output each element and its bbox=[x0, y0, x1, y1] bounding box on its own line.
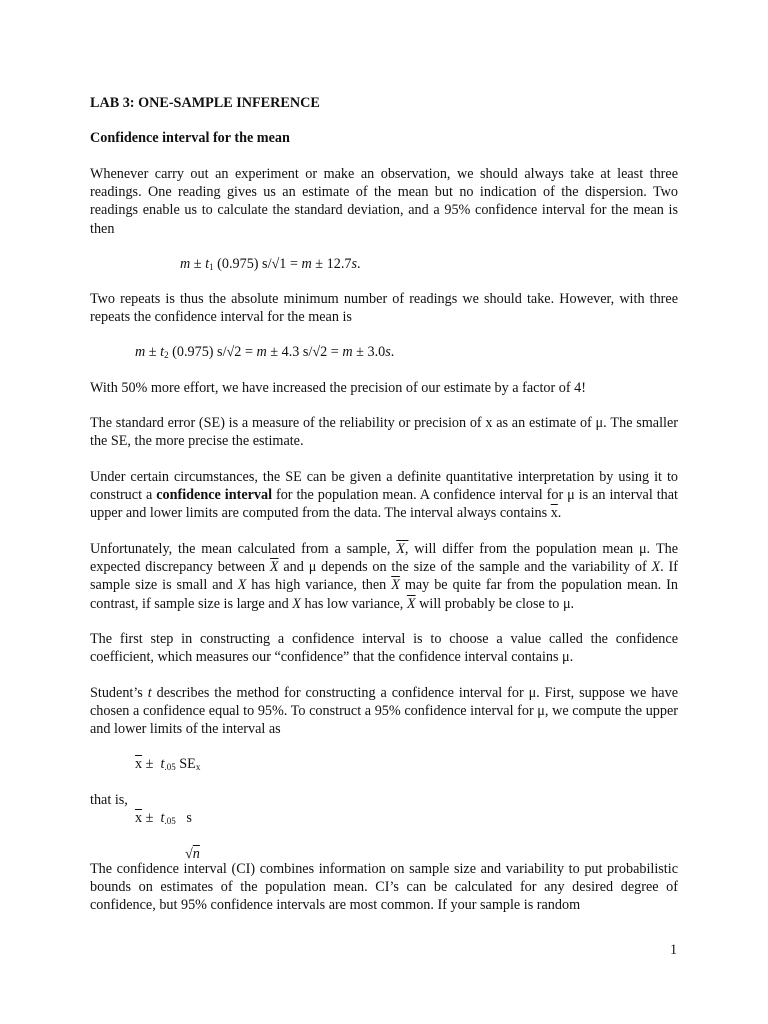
sqrt-symbol: √ bbox=[185, 846, 193, 862]
paragraph-intro: Whenever carry out an experiment or make an observation, we should always take at least three readings. One reading gives us an estimate of the mean but no indication of the dispersion. Two readings enable us to calculate the standard deviation, and a 95% confidence interval for the mean is then bbox=[90, 166, 678, 237]
page-number: 1 bbox=[670, 942, 678, 958]
section-heading: Confidence interval for the mean bbox=[90, 130, 290, 146]
equation-two-readings: $m \pm t_1$ (0.975) s/√1 = m ± 12.7s. bbox=[180, 256, 361, 272]
that-is-label: that is, bbox=[90, 792, 128, 808]
paragraph-standard-error: The standard error (SE) is a measure of the reliability or precision of x as an estimate of μ. The smaller the SE, the more precise the estimate. bbox=[90, 415, 678, 450]
paragraph-confidence-interval: Under certain circumstances, the SE can be given a definite quantitative interpretation by using it to construct a confidence interval for the population mean. A confidence interval for μ is an interval that upper and lower limits are computed from the data. The interval always contains $\overline{x}$. bbox=[90, 469, 678, 522]
paragraph-students-t: Student’s t describes the method for constructing a confidence interval for μ. First, suppose we have chosen a confidence equal to 95%. To construct a 95% confidence interval for μ, we compute the upper and lower limits of the interval as bbox=[90, 685, 678, 738]
sqrt-n-denominator: √n bbox=[185, 846, 200, 862]
paragraph-ci-summary: The confidence interval (CI) combines information on sample size and variability to put probabilistic bounds on estimates of the population mean. CI’s can be calculated for any desired degree of confidence, but 95% confidence intervals are most common. If your sample is random bbox=[90, 861, 678, 914]
paragraph-two-repeats: Two repeats is thus the absolute minimum number of readings we should take. However, with three repeats the confidence interval for the mean is bbox=[90, 291, 678, 326]
equation-three-repeats: $m \pm t_2$ (0.975) s/√2 = m ± 4.3 s/√2 = m ± 3.0s. bbox=[135, 344, 395, 360]
document-page bbox=[90, 0, 678, 1024]
equation-limits-s: $\overline{x} \pm t_{.05}$ s bbox=[135, 810, 192, 826]
paragraph-sample-mean: Unfortunately, the mean calculated from a sample, X, will differ from the population mean μ. The expected discrepancy between $\overline{X}$ and μ depends on the size of the sample and the variability of X. If sample size is small and X has high variance, then $\overline{X}$ may be quite far from the population mean. In contrast, if sample size is large and X has low variance, $\overline{X}$ will probably be close to μ. bbox=[90, 541, 678, 612]
equation-limits-se: $\overline{x} \pm t_{.05}$ $SE_x$ bbox=[135, 756, 201, 772]
lab-heading: LAB 3: ONE-SAMPLE INFERENCE bbox=[90, 95, 320, 111]
paragraph-confidence-coefficient: The first step in constructing a confidence interval is to choose a value called the confidence coefficient, which measures our “confidence” that the confidence interval contains μ. bbox=[90, 631, 678, 666]
paragraph-effort: With 50% more effort, we have increased the precision of our estimate by a factor of 4! bbox=[90, 380, 586, 396]
